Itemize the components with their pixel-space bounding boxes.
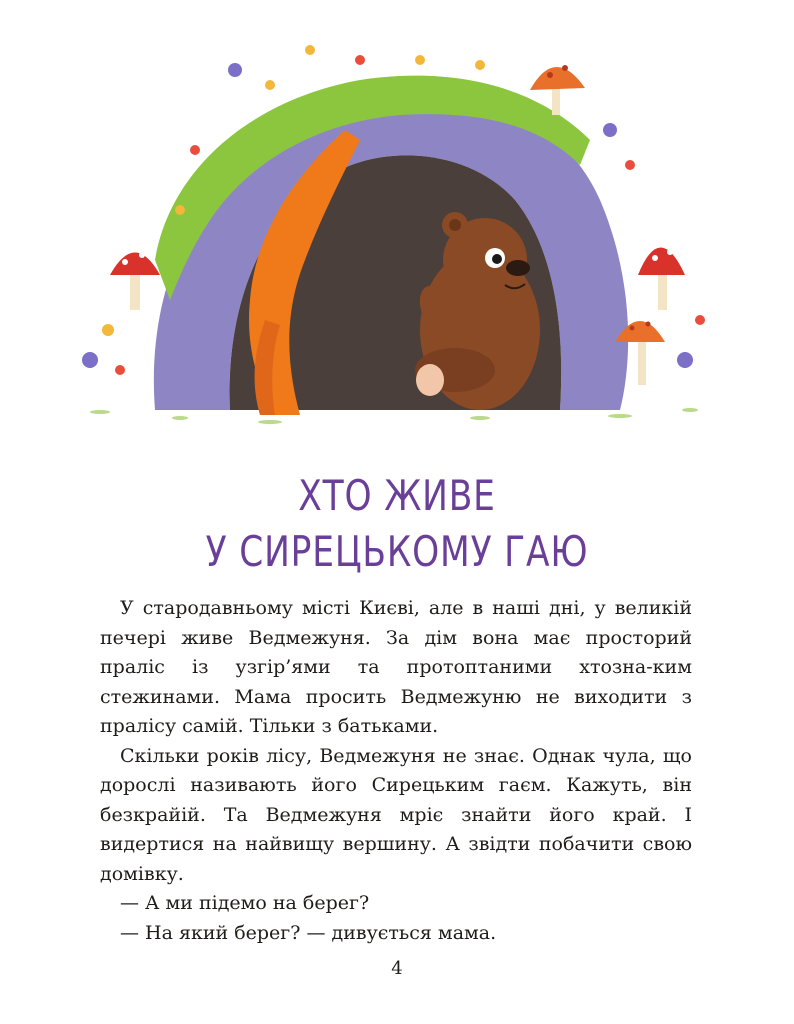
page-number: 4 bbox=[391, 958, 403, 979]
ground-grass-marks bbox=[90, 408, 698, 424]
mushroom-left bbox=[110, 252, 160, 310]
dialogue-line: — На який берег? — дивується мама. bbox=[120, 921, 497, 944]
chapter-title-line-2: У СИРЕЦЬКОМУ ГАЮ bbox=[205, 527, 589, 576]
chapter-body bbox=[100, 594, 692, 948]
mushroom-right-tall bbox=[638, 248, 685, 311]
cave-bear-illustration bbox=[60, 30, 730, 430]
paragraph: Скільки років лісу, Ведмежуня не знає. Однак чула, що дорослі називають його Сирецьким гаєм. Кажуть, він безкрайій. Та Ведмежуня мріє знайти його край. І видертися на найвищу вершину. А звідти побачити свою домівку. bbox=[100, 744, 692, 885]
dialogue-line: — А ми підемо на берег? bbox=[120, 892, 370, 914]
chapter-title-line-1: ХТО ЖИВЕ bbox=[298, 471, 496, 520]
chapter-title bbox=[0, 468, 794, 580]
paragraph: У стародавньому місті Києві, але в наші дні, у великій печері живе Ведмежуня. За дім вона має просторий праліс із узгір’ями та протоптаними хтозна-ким стежинами. Мама просить Ведмежуню не виходити з пралісу самій. Тільки з батьками. bbox=[100, 597, 692, 737]
